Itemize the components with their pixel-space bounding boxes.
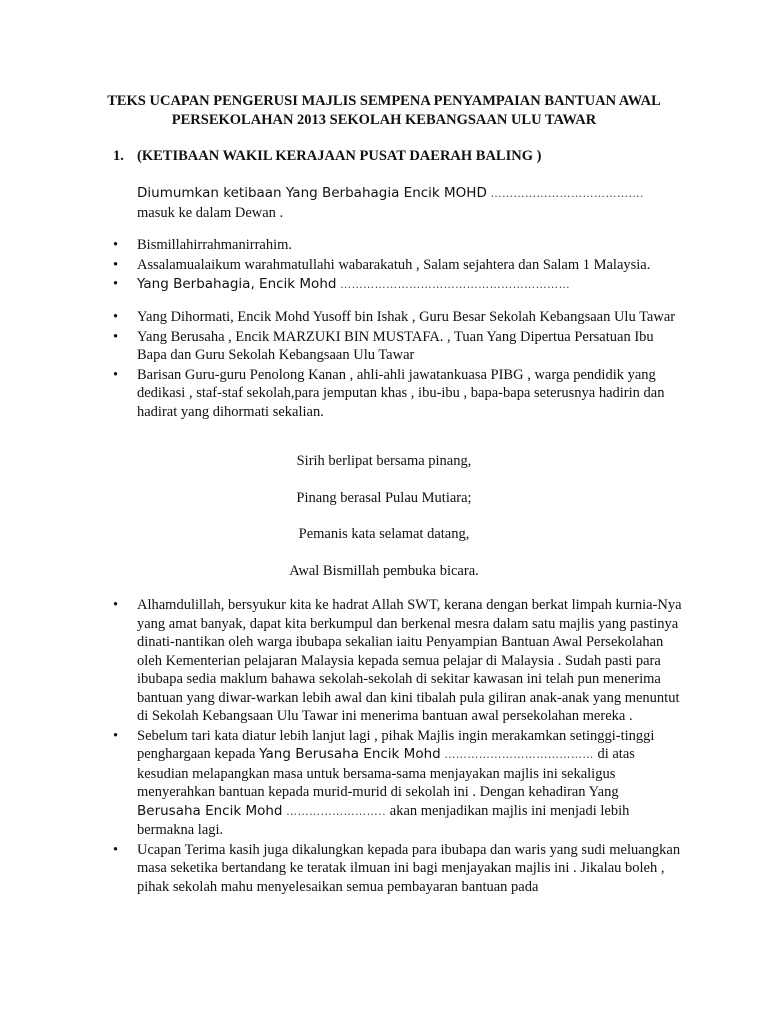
list-item [113, 236, 683, 255]
honorific-text: Barisan Guru-guru Penolong Kanan , ahli-ahli jawatankuasa PIBG , warga pendidik yang dedikasi , staf-staf sekolah,para jemputan khas , ibu-ibu , bapa-bapa seterusnya hadirin dan hadirat yang dihormati sekalian. [137, 366, 665, 420]
pantun-line-1: Sirih berlipat bersama pinang, [296, 453, 472, 469]
list-item [113, 275, 683, 295]
title-line-2: PERSEKOLAHAN 2013 SEKOLAH KEBANGSAAN ULU TAWAR [171, 112, 597, 128]
bullet-icon: • [113, 276, 119, 292]
arrival-announcement [137, 184, 697, 222]
announcement-end: masuk ke dalam Dewan . [137, 204, 284, 221]
guest-dots-2: …………………….. [286, 804, 387, 818]
bullet-icon: • [113, 841, 119, 858]
list-item [113, 841, 683, 897]
list-item [113, 727, 683, 840]
section-number: 1. [113, 148, 124, 164]
body-paragraph-2b: di atas kesudian melapangkan masa untuk bersama-sama menjayakan majlis ini sekaligus menyerahkan bantuan kepada murid-murid di sekolah ini . Dengan kehadiran Yang [137, 746, 635, 800]
honorific-text: Yang Berusaha , Encik MARZUKI BIN MUSTAFA. , Tuan Yang Dipertua Persatuan Ibu Bapa dan Guru Sekolah Kebangsaan Ulu Tawar [137, 328, 654, 363]
body-paragraph-2c: akan menjadikan majlis ini menjadi lebih bermakna lagi. [137, 802, 630, 838]
bullet-icon: • [113, 597, 119, 613]
section-heading: (KETIBAAN WAKIL KERAJAAN PUSAT DAERAH BALING ) [137, 148, 542, 164]
body-paragraph-2a: Sebelum tari kata diatur lebih lanjut lagi , pihak Majlis ingin merakamkan setinggi-tinggi penghargaan kepada [137, 727, 655, 762]
title-line-1: TEKS UCAPAN PENGERUSI MAJLIS SEMPENA PENYAMPAIAN BANTUAN AWAL [107, 93, 661, 109]
body-list [113, 596, 683, 897]
guest-dots-1: ………………………………… [444, 748, 594, 761]
document-title [60, 92, 708, 130]
greeting-dots: …………………………………………………… [340, 278, 571, 291]
bullet-icon: • [113, 366, 119, 383]
honorific-text: Yang Dihormati, Encik Mohd Yusoff bin Ishak , Guru Besar Sekolah Kebangsaan Ulu Tawar [137, 309, 676, 325]
pantun-line-3: Pemanis kata selamat datang, [298, 526, 470, 542]
body-paragraph-1: Alhamdulillah, bersyukur kita ke hadrat Allah SWT, kerana dengan berkat limpah kurnia-Nya yang amat banyak, dapat kita berkumpul dan berkenal mesra dalam satu majlis yang pastinya dinati-nantikan oleh warga ibubapa sekalian iaitu Penyampian Bantuan Awal Persekolahan oleh Kementerian pelajaran Malaysia kepada semua pelajar di Malaysia . Sudah pasti para ibubapa sedia maklum bahawa sekolah-sekolah di sekitar kawasan ini telah pun menerima bantuan yang diwar-warkan lebih awal dan kini tibalah pula giliran anak-anak yang menuntut di Sekolah Kebangsaan Ulu Tawar ini menerima bantuan awal persekolahan mereka . [137, 597, 682, 724]
pantun-line-4: Awal Bismillah pembuka bicara. [289, 563, 479, 579]
bullet-icon: • [113, 309, 119, 325]
greeting-text: Assalamualaikum warahmatullahi wabarakatuh , Salam sejahtera dan Salam 1 Malaysia. [137, 256, 651, 273]
guest-name-2: Berusaha Encik Mohd [137, 802, 283, 819]
bullet-icon: • [113, 328, 119, 345]
list-item [113, 328, 683, 365]
announcement-dots: …………………………………. [490, 187, 644, 200]
greeting-list [113, 236, 683, 296]
list-item [113, 596, 683, 726]
greeting-text: Bismillahirrahmanirrahim. [137, 237, 293, 253]
bullet-icon: • [113, 727, 119, 744]
bullet-icon: • [113, 256, 119, 273]
bullet-icon: • [113, 237, 119, 253]
pantun-line-2: Pinang berasal Pulau Mutiara; [296, 490, 472, 506]
announcement-text: Diumumkan ketibaan Yang Berbahagia Encik MOHD [137, 185, 487, 201]
honorific-list [113, 308, 683, 422]
list-item [113, 366, 683, 422]
greeting-text: Yang Berbahagia, Encik Mohd [137, 276, 337, 292]
list-item [113, 308, 683, 327]
list-item [113, 256, 683, 275]
body-paragraph-3: Ucapan Terima kasih juga dikalungkan kepada para ibubapa dan waris yang sudi meluangkan masa seketika bertandang ke teratak ilmuan ini bagi menjayakan majlis ini . Jikalau boleh , pihak sekolah mahu menyelesaikan semua pembayaran bantuan pada [137, 841, 681, 895]
guest-name-1: Yang Berusaha Encik Mohd [259, 746, 441, 762]
